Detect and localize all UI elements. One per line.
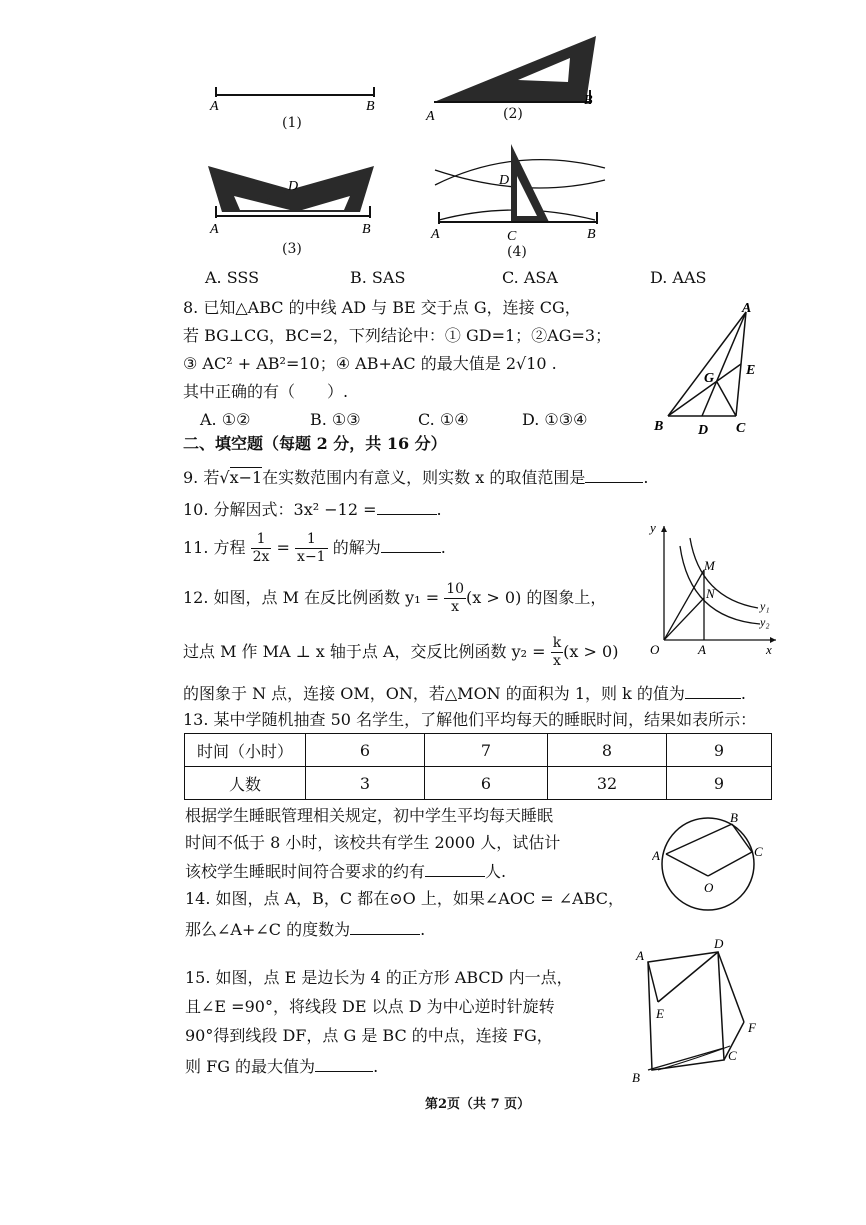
point-label-B: B [587,227,596,242]
curve-label-y2: y₂ [760,615,770,629]
q13-line-3: 时间不低于 8 小时，该校共有学生 2000 人，试估计 [185,833,561,852]
q12-inverse-proportion-graph [648,518,783,658]
axis-label-y: y [650,520,656,535]
q11-left-fraction: $\frac{1}{2x}$ [252,531,270,565]
q15-line-4 [185,1055,378,1077]
q13-line-2: 根据学生睡眠管理相关规定，初中学生平均每天睡眠 [185,806,554,825]
q7-option-c: C. ASA [502,268,558,287]
q12-y1-fraction: $\frac{10}{x}$ [446,581,465,615]
point-label-A: A [652,848,660,863]
q9-answer-blank[interactable] [585,466,643,483]
q15-line4-text: 则 FG 的最大值为 [185,1057,316,1076]
q8-line-3: ③ AC² + AB²=10；④ AB+AC 的最大值是 2√10 . [183,354,557,373]
table-header-cell: 7 [425,734,548,767]
q10-answer-blank[interactable] [377,498,437,515]
point-label-A: A [742,301,752,316]
point-label-C: C [736,421,746,436]
q8-line-1: 8. 已知△ABC 的中线 AD 与 BE 交于点 G，连接 CG， [183,298,581,317]
point-label-C: C [754,844,763,859]
q11-pre: 11. 方程 [183,538,246,557]
point-label-O: O [650,642,660,657]
point-label-O: O [704,880,714,895]
page-footer: 第2页（共 7 页） [425,1097,531,1112]
q10-prompt: 10. 分解因式：3x² −12 = [183,500,377,519]
point-label-G: G [704,371,715,386]
q13-line4-text: 该校学生睡眠时间符合要求的约有 [185,862,426,881]
q11-answer-blank[interactable] [381,536,441,553]
point-label-A: A [636,948,644,963]
q13-line-4 [185,860,506,882]
point-label-A: A [210,222,219,237]
q13-unit: 人. [485,862,507,881]
point-label-B: B [632,1070,640,1085]
q8-option-c: C. ①④ [418,410,469,429]
q9-pre: 9. 若 [183,468,220,487]
figure-1-caption: (1) [282,115,302,131]
table-cell: 6 [425,767,548,800]
q15-line-2: 且∠E =90°，将线段 DE 以点 D 为中心逆时针旋转 [185,997,555,1016]
point-label-N: N [706,586,715,601]
point-label-M: M [704,558,715,573]
point-label-A: A [210,99,219,114]
q12-end: . [740,684,746,703]
table-cell: 32 [548,767,667,800]
q10-end: . [436,500,442,519]
table-header-cell: 时间（小时） [185,734,306,767]
q12-y2-fraction: $\frac{k}{x}$ [552,635,562,669]
q11-end: . [440,538,446,557]
q9-post: 在实数范围内有意义，则实数 x 的取值范围是 [262,468,586,487]
q14-circle-figure [652,808,777,928]
table-cell: 9 [667,767,772,800]
point-label-D: D [499,173,510,188]
point-label-D: D [714,938,724,951]
point-label-C: C [728,1048,737,1063]
point-label-B: B [730,810,738,825]
q15-end: . [373,1057,379,1076]
q15-square-figure [628,938,778,1088]
section-2-title: 二、填空题（每题 2 分，共 16 分） [183,434,447,453]
q8-option-d: D. ①③④ [522,410,588,429]
q12-line1-post: (x > 0) 的图象上， [466,588,607,607]
point-label-A: A [698,642,706,657]
curve-label-y1: y₁ [760,599,770,613]
q12-answer-blank[interactable] [685,682,741,699]
point-label-E: E [656,1006,664,1021]
table-header-cell: 8 [548,734,667,767]
point-label-B: B [654,419,664,434]
sleep-time-table [184,733,772,800]
q13-answer-blank[interactable] [425,860,485,877]
q8-option-b: B. ①③ [310,410,361,429]
point-label-A: A [431,227,440,242]
q14-line-2 [185,918,425,940]
q8-line-4: 其中正确的有（ ）. [183,382,349,401]
q8-triangle-figure [650,298,780,443]
q15-line-1: 15. 如图，点 E 是边长为 4 的正方形 ABCD 内一点， [185,968,573,987]
q11-equals: = [276,538,290,557]
q9-text [183,466,648,488]
q12-line3-text: 的图象于 N 点，连接 OM，ON，若△MON 的面积为 1，则 k 的值为 [183,684,685,703]
q14-answer-blank[interactable] [350,918,420,935]
point-label-E: E [746,363,756,378]
q11-post: 的解为 [332,538,381,557]
point-label-A: A [426,109,435,124]
q7-option-a: A. SSS [205,268,260,287]
table-header-cell: 6 [306,734,425,767]
table-row [185,767,772,800]
q14-line-1: 14. 如图，点 A，B，C 都在⊙O 上，如果∠AOC = ∠ABC， [185,889,625,908]
point-label-B: B [366,99,375,114]
q14-line2-text: 那么∠A+∠C 的度数为 [185,920,351,939]
q7-option-d: D. AAS [650,268,707,287]
q12-line1-pre: 12. 如图，点 M 在反比例函数 y₁ = [183,588,440,607]
q8-option-a: A. ①② [200,410,251,429]
q11-right-fraction: $\frac{1}{x-1}$ [297,531,326,565]
point-label-B: B [362,222,371,237]
q10-text [183,498,442,520]
table-row [185,734,772,767]
figure-4-perpendicular-construction [425,140,615,245]
q11-text [183,530,446,566]
q8-line-2: 若 BG⊥CG，BC=2，下列结论中：① GD=1；②AG=3； [183,326,612,345]
point-label-C: C [507,229,517,244]
point-label-D: D [288,179,299,194]
figure-4-caption: (4) [507,244,527,260]
q12-line2-pre: 过点 M 作 MA ⊥ x 轴于点 A，交反比例函数 y₂ = [183,642,546,661]
point-label-D: D [698,423,709,438]
q9-end: . [643,468,649,487]
q12-line-1 [183,580,606,616]
q12-line-2 [183,634,618,670]
point-label-F: F [748,1020,756,1035]
point-label-B: B [584,93,593,108]
axis-label-x: x [766,642,772,657]
table-cell: 3 [306,767,425,800]
q9-radicand: x−1 [229,468,263,487]
q7-option-b: B. SAS [350,268,406,287]
q12-line2-post: (x > 0) [563,642,619,661]
figure-3-two-set-squares [200,160,390,240]
table-header-cell: 9 [667,734,772,767]
figure-2-caption: (2) [503,106,523,122]
figure-3-caption: (3) [282,241,302,257]
q12-line-3 [183,682,746,704]
q14-end: . [420,920,426,939]
sqrt-sign: √ [219,468,230,487]
q15-line-3: 90°得到线段 DF，点 G 是 BC 的中点，连接 FG， [185,1026,553,1045]
q13-line-1: 13. 某中学随机抽查 50 名学生，了解他们平均每天的睡眠时间，结果如表所示： [183,710,757,729]
table-cell: 人数 [185,767,306,800]
q15-answer-blank[interactable] [315,1055,373,1072]
